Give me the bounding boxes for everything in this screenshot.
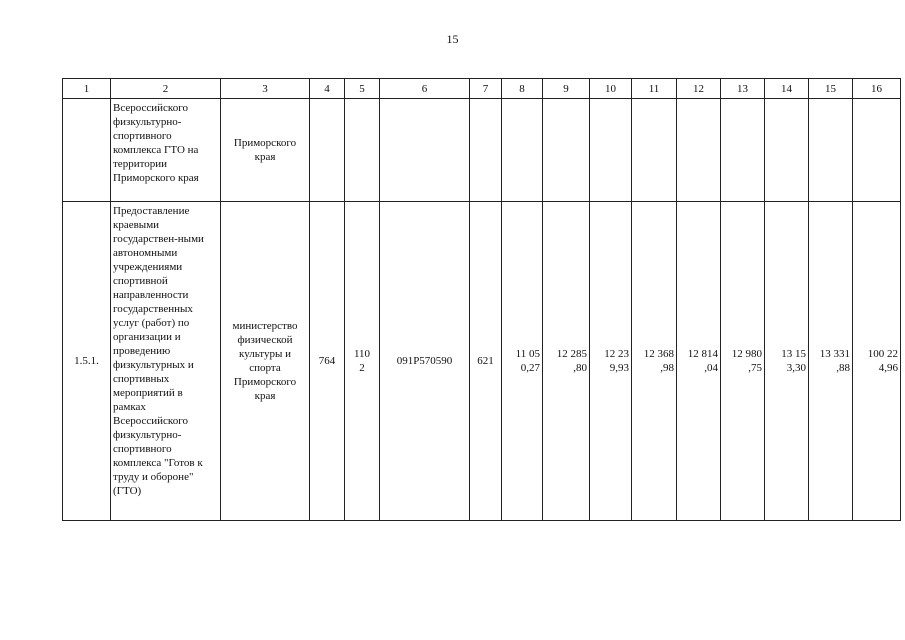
budget-table: [62, 78, 901, 521]
empty-cell: [765, 99, 809, 202]
row-number-cell: [63, 99, 111, 202]
column-header: 16: [853, 79, 901, 99]
amount-cell: 12 368 ,98: [632, 202, 677, 521]
empty-cell: [502, 99, 543, 202]
empty-cell: [721, 99, 765, 202]
column-header: 2: [111, 79, 221, 99]
column-header: 6: [380, 79, 470, 99]
amount-total-cell: 100 22 4,96: [853, 202, 901, 521]
column-header: 4: [310, 79, 345, 99]
target-article-cell: 091Р570590: [380, 202, 470, 521]
empty-cell: [677, 99, 721, 202]
empty-cell: [853, 99, 901, 202]
row-number-cell: 1.5.1.: [63, 202, 111, 521]
amount-cell: 12 814 ,04: [677, 202, 721, 521]
empty-cell: [470, 99, 502, 202]
empty-cell: [809, 99, 853, 202]
executor-cell: Приморского края: [221, 99, 310, 202]
column-header: 8: [502, 79, 543, 99]
column-header: 12: [677, 79, 721, 99]
column-header: 13: [721, 79, 765, 99]
description-cell: Предоставление краевыми государствен-ными автономными учреждениями спортивной направленности государственных услуг (работ) по организации и проведению физкультурных и спортивных мероприятий в рамках Всероссийского физкультурно- спортивного комплекса "Готов к труду и обороне" (ГТО): [111, 202, 221, 521]
section-code-cell: 110 2: [345, 202, 380, 521]
amount-cell: 12 980 ,75: [721, 202, 765, 521]
page-number: 15: [446, 32, 459, 46]
empty-cell: [590, 99, 632, 202]
column-header: 15: [809, 79, 853, 99]
column-header: 9: [543, 79, 590, 99]
empty-cell: [345, 99, 380, 202]
column-header: 7: [470, 79, 502, 99]
amount-cell: 12 23 9,93: [590, 202, 632, 521]
column-header: 1: [63, 79, 111, 99]
empty-cell: [310, 99, 345, 202]
column-header-row: [63, 79, 901, 99]
column-header: 11: [632, 79, 677, 99]
table-row-continued: [63, 99, 901, 202]
column-header: 10: [590, 79, 632, 99]
empty-cell: [632, 99, 677, 202]
description-cell: Всероссийского физкультурно- спортивного комплекса ГТО на территории Приморского края: [111, 99, 221, 202]
empty-cell: [380, 99, 470, 202]
column-header: 14: [765, 79, 809, 99]
amount-cell: 13 331 ,88: [809, 202, 853, 521]
expense-type-cell: 621: [470, 202, 502, 521]
table-row-1-5-1: [63, 202, 901, 521]
amount-cell: 13 15 3,30: [765, 202, 809, 521]
column-header: 3: [221, 79, 310, 99]
column-header: 5: [345, 79, 380, 99]
amount-cell: 12 285 ,80: [543, 202, 590, 521]
grbs-code-cell: 764: [310, 202, 345, 521]
executor-cell: министерство физической культуры и спорта Приморского края: [221, 202, 310, 521]
empty-cell: [543, 99, 590, 202]
amount-cell: 11 05 0,27: [502, 202, 543, 521]
